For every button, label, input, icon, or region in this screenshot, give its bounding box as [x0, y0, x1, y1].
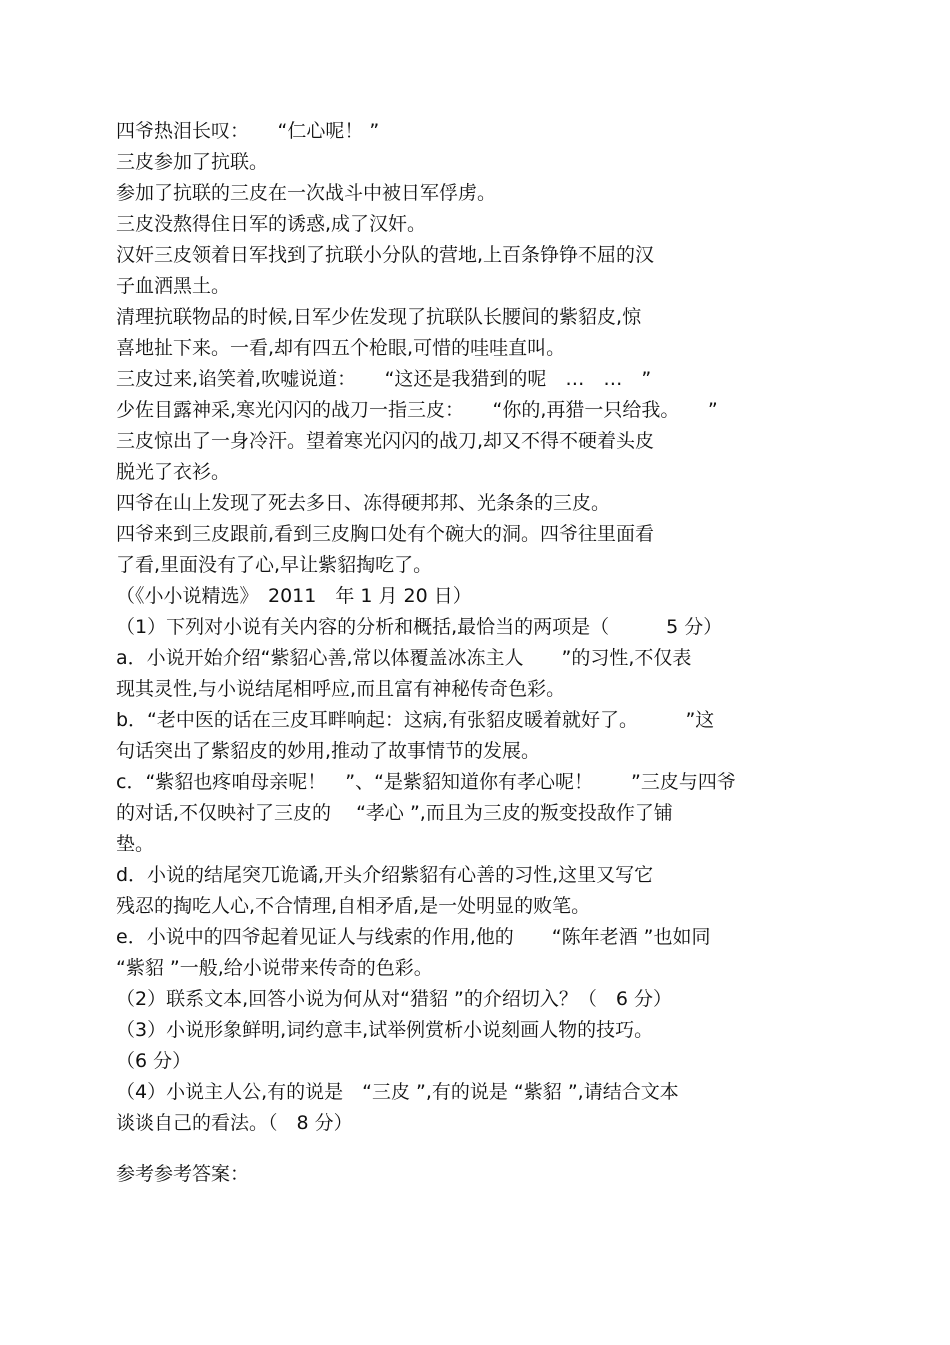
section-spacer: [116, 1139, 816, 1159]
question-line: 谈谈自己的看法。（ 8 分）: [116, 1112, 353, 1134]
story-text: [116, 116, 816, 581]
questions-section: [116, 612, 816, 1139]
story-line: 三皮惊出了一身冷汗。望着寒光闪闪的战刀,却又不得不硬着头皮: [116, 430, 655, 452]
question-line: “紫貂 ”一般,给小说带来传奇的色彩。: [116, 957, 433, 979]
question-line: 现其灵性,与小说结尾相呼应,而且富有神秘传奇色彩。: [116, 678, 566, 700]
story-line: 了看,里面没有了心,早让紫貂掏吃了。: [116, 554, 433, 576]
question-line: b．“老中医的话在三皮耳畔响起：这病,有张貂皮暖着就好了。 ”这: [116, 709, 715, 731]
question-line: 的对话,不仅映衬了三皮的 “孝心 ”,而且为三皮的叛变投敌作了铺: [116, 802, 673, 824]
question-line: a．小说开始介绍“紫貂心善,常以体覆盖冰冻主人 ”的习性,不仅表: [116, 647, 692, 669]
question-line: （2）联系文本,回答小说为何从对“猎貂 ”的介绍切入？（ 6 分）: [116, 988, 672, 1010]
story-line: 四爷来到三皮跟前,看到三皮胸口处有个碗大的洞。四爷往里面看: [116, 523, 655, 545]
question-line: （4）小说主人公,有的说是 “三皮 ”,有的说是 “紫貂 ”,请结合文本: [116, 1081, 679, 1103]
story-line: 清理抗联物品的时候,日军少佐发现了抗联队长腰间的紫貂皮,惊: [116, 306, 642, 328]
story-line: 四爷热泪长叹： “仁心呢！ ”: [116, 120, 380, 142]
question-line: c．“紫貂也疼咱母亲呢！ ”、“是紫貂知道你有孝心呢！ ”三皮与四爷: [116, 771, 736, 793]
story-line: 参加了抗联的三皮在一次战斗中被日军俘虏。: [116, 182, 497, 204]
document-page: [116, 116, 816, 1190]
question-line: （1）下列对小说有关内容的分析和概括,最恰当的两项是（ 5 分）: [116, 616, 723, 638]
question-line: d．小说的结尾突兀诡谲,开头介绍紫貂有心善的习性,这里又写它: [116, 864, 654, 886]
story-line: 喜地扯下来。一看,却有四五个枪眼,可惜的哇哇直叫。: [116, 337, 566, 359]
story-line: 少佐目露神采,寒光闪闪的战刀一指三皮： “你的,再猎一只给我。 ”: [116, 399, 718, 421]
source-citation: （《小小说精选》 2011 年 1 月 20 日）: [116, 585, 472, 607]
story-line: 四爷在山上发现了死去多日、冻得硬邦邦、光条条的三皮。: [116, 492, 611, 514]
answer-heading: 参考参考答案：: [116, 1163, 250, 1185]
question-line: 句话突出了紫貂皮的妙用,推动了故事情节的发展。: [116, 740, 541, 762]
question-line: 垫。: [116, 833, 155, 855]
story-line: 脱光了衣衫。: [116, 461, 231, 483]
question-line: e．小说中的四爷起着见证人与线索的作用,他的 “陈年老酒 ”也如同: [116, 926, 711, 948]
story-line: 三皮过来,谄笑着,吹嘘说道： “这还是我猎到的呢 … … ”: [116, 368, 652, 390]
question-line: （3）小说形象鲜明,词约意丰,试举例赏析小说刻画人物的技巧。: [116, 1019, 654, 1041]
story-line: 汉奸三皮领着日军找到了抗联小分队的营地,上百条铮铮不屈的汉: [116, 244, 655, 266]
story-line: 三皮参加了抗联。: [116, 151, 269, 173]
story-line: 子血洒黑土。: [116, 275, 231, 297]
story-line: 三皮没熬得住日军的诱惑,成了汉奸。: [116, 213, 427, 235]
question-line: 残忍的掏吃人心,不合情理,自相矛盾,是一处明显的败笔。: [116, 895, 591, 917]
question-line: （6 分）: [116, 1050, 192, 1072]
